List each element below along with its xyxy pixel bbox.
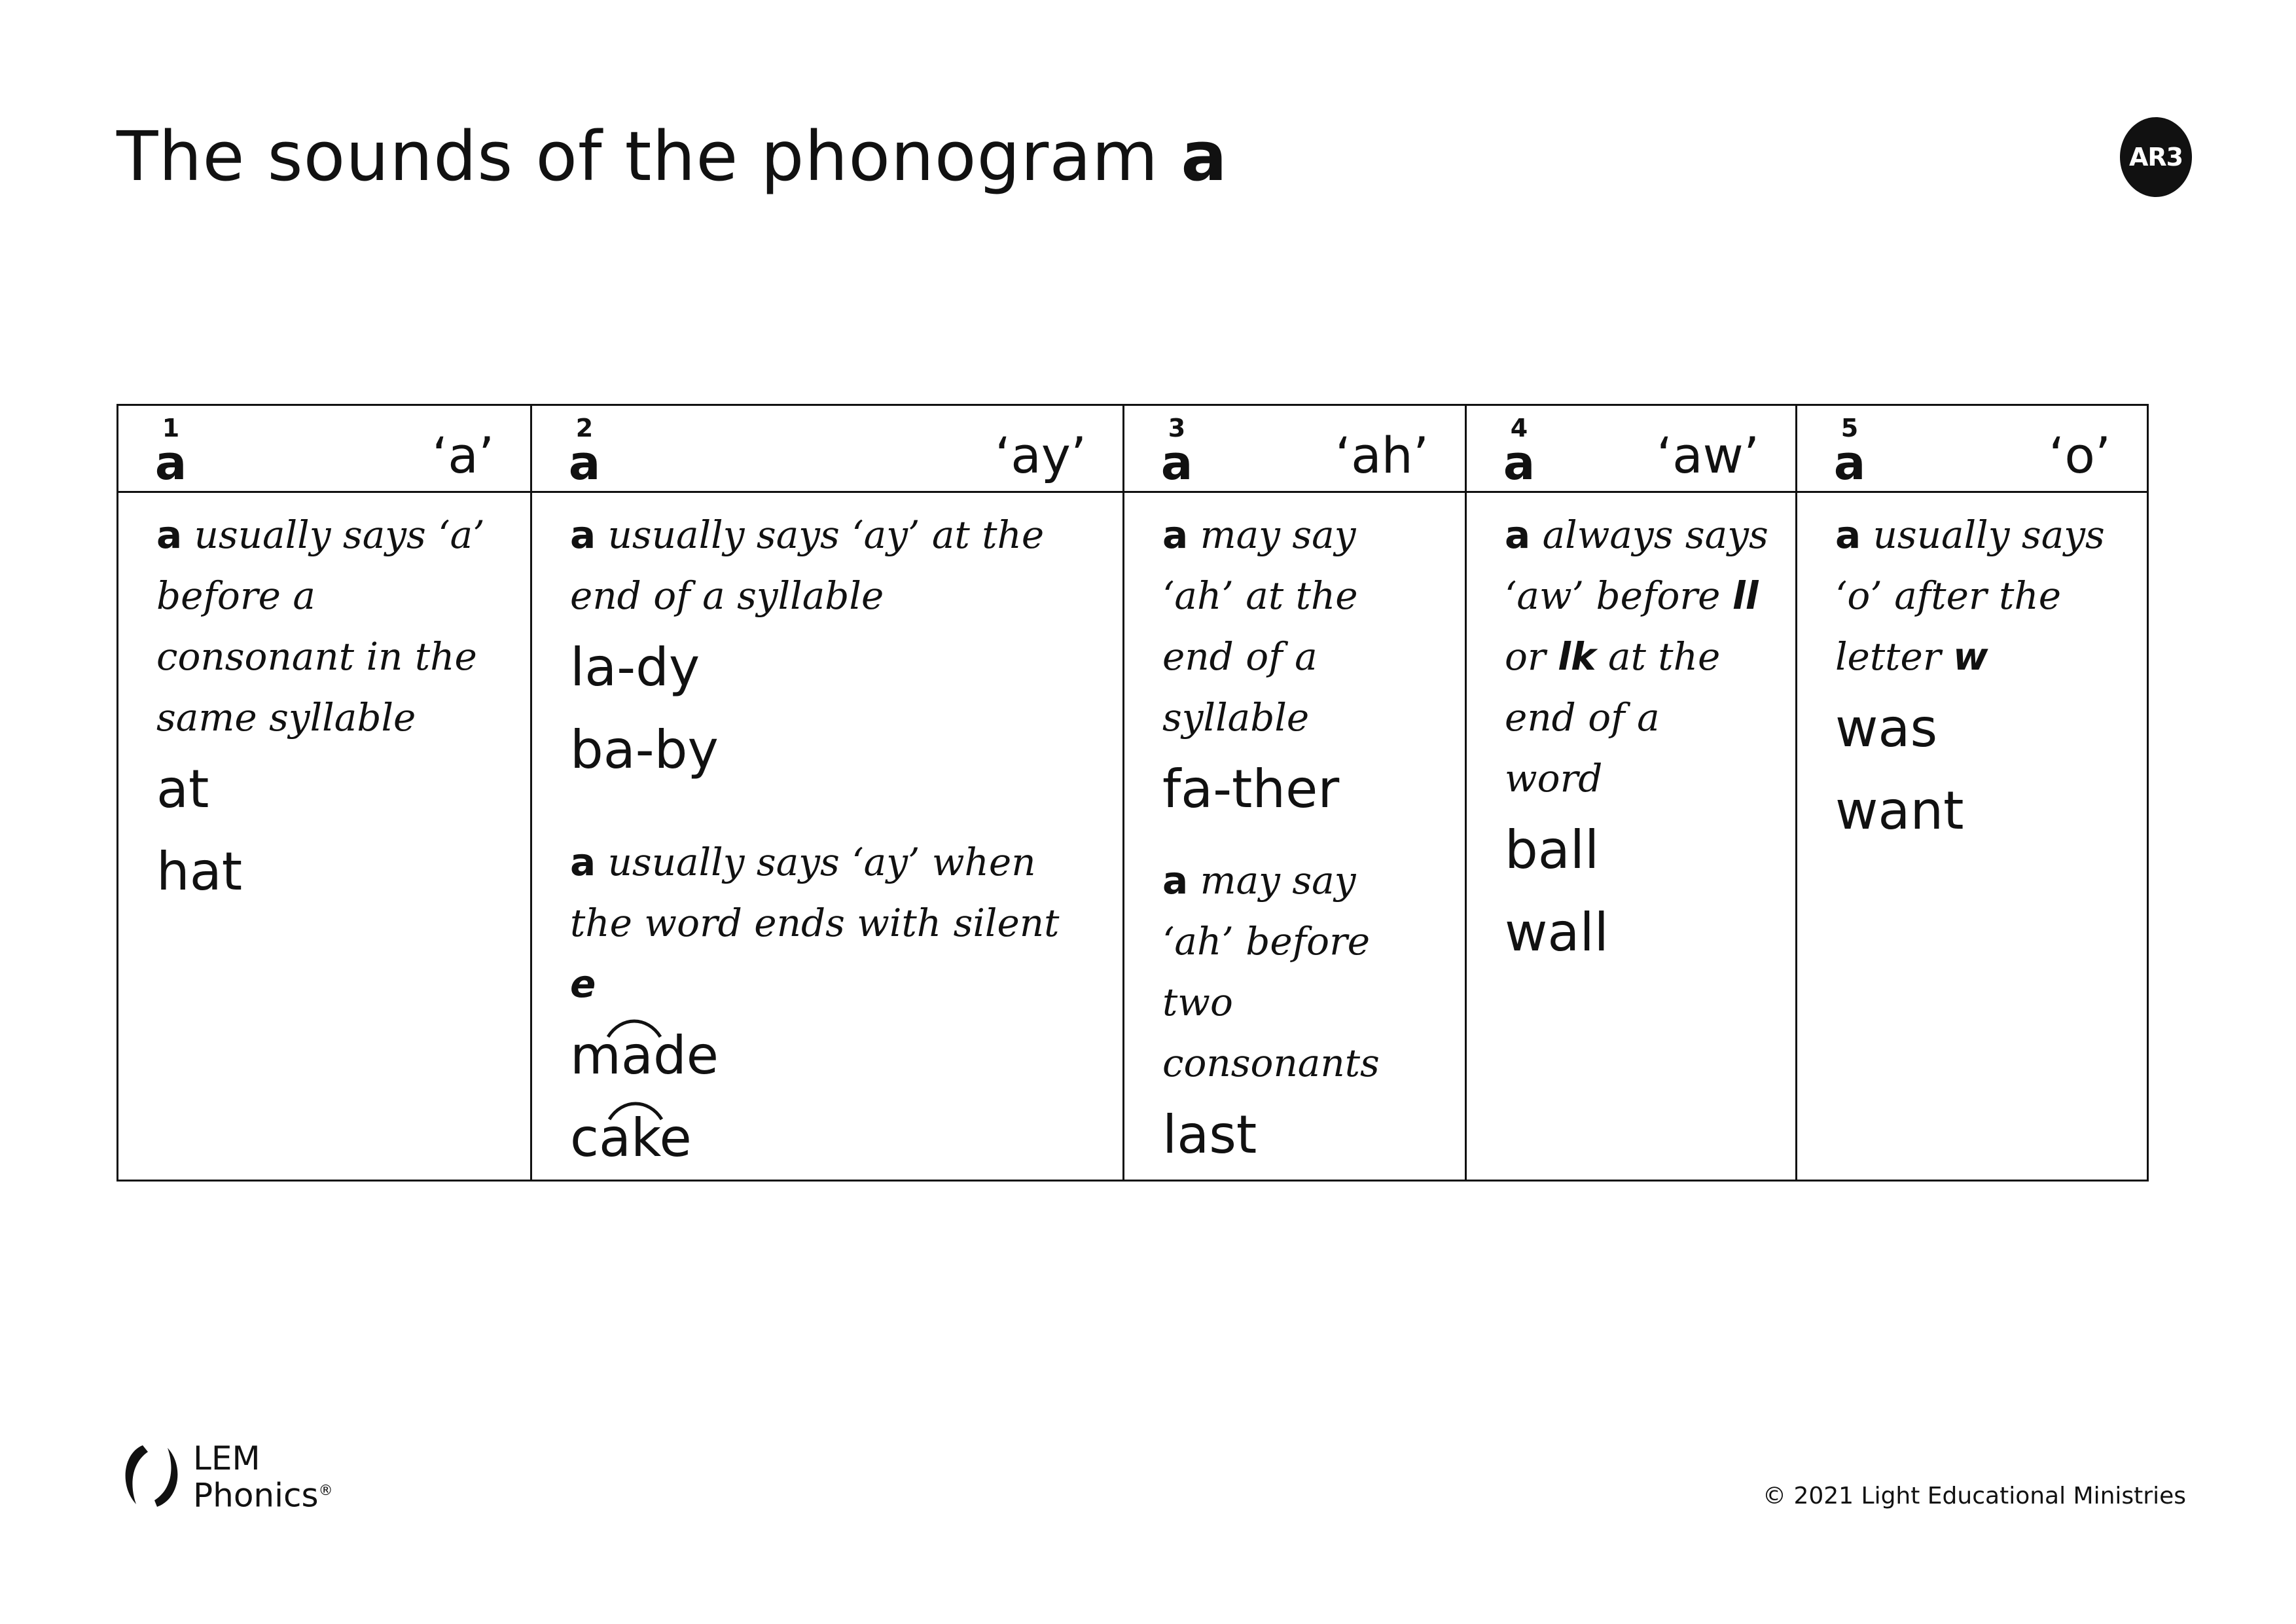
- copyright-notice: © 2021 Light Educational Ministries: [1763, 1483, 2186, 1509]
- rule-body: at the end of a word: [1505, 634, 1721, 801]
- rule-lead: a: [1162, 513, 1189, 557]
- example-word: at: [156, 759, 209, 820]
- rule-emphasis: ll: [1732, 573, 1759, 618]
- sounds-table: [117, 404, 2149, 1182]
- sound-number: 5: [1840, 414, 1859, 442]
- badge-label: AR3: [2128, 143, 2183, 171]
- example-word-text: cake: [570, 1108, 692, 1168]
- sound-label: ‘ah’: [1335, 426, 1429, 484]
- rule-body: always says ‘aw’ before: [1505, 513, 1768, 618]
- example-word: ball: [1505, 820, 1600, 880]
- rule-body: usually says ‘o’ after the letter: [1835, 513, 2105, 679]
- example-word-silent-e: [570, 1015, 1096, 1097]
- page-title-phonogram: a: [1181, 117, 1228, 196]
- registered-mark: ®: [318, 1483, 333, 1499]
- rule-body: usually says ‘ay’ at the end of a syllable: [570, 513, 1045, 618]
- example-word-silent-e: [570, 1097, 1096, 1180]
- silent-e-arc-word: [570, 1015, 719, 1097]
- lem-logo-mark-icon: [117, 1440, 188, 1512]
- page-title-text: The sounds of the phonogram: [117, 117, 1159, 196]
- example-word: fa-ther: [1162, 759, 1340, 820]
- rule-emphasis: e: [570, 962, 596, 1006]
- sound-label: ‘aw’: [1656, 426, 1759, 484]
- sound-header-3: [1124, 405, 1466, 492]
- sound-label: ‘o’: [2049, 426, 2111, 484]
- sound-header-1: [118, 405, 531, 492]
- sound-number: 1: [162, 414, 180, 442]
- rule-lead: a: [570, 513, 596, 557]
- rule-body: may say ‘ah’ at the end of a syllable: [1162, 513, 1358, 740]
- rule-lead: a: [1835, 513, 1861, 557]
- silent-e-arc-word: [570, 1097, 692, 1180]
- sound-header-5: [1797, 405, 2148, 492]
- example-word: was: [1835, 698, 1938, 759]
- phonogram-letter: a: [1160, 435, 1193, 490]
- rule-body: may say ‘ah’ before two consonants: [1162, 858, 1380, 1085]
- rule-body: or: [1505, 634, 1558, 679]
- example-word-text: made: [570, 1025, 719, 1086]
- phonogram-marker: [1160, 414, 1193, 490]
- example-word: la-dy: [570, 637, 700, 698]
- example-word: want: [1835, 780, 1964, 841]
- logo-line2-text: Phonics: [193, 1476, 319, 1515]
- sounds-header-row: [118, 405, 2148, 492]
- phonogram-letter: a: [1503, 435, 1535, 490]
- sound-header-2: [531, 405, 1124, 492]
- page-title: [117, 117, 1228, 196]
- phonogram-letter: a: [568, 435, 601, 490]
- rule-text: [1835, 505, 2121, 687]
- sound-body-1: [118, 492, 531, 1181]
- rule-text: [1162, 505, 1439, 748]
- sound-body-4: [1466, 492, 1797, 1181]
- silent-e-arc-icon: [570, 1096, 681, 1122]
- rule-lead: a: [156, 513, 183, 557]
- phonogram-marker: [568, 414, 601, 490]
- logo-line2: [193, 1474, 333, 1513]
- silent-e-arc-icon: [570, 1013, 681, 1039]
- rule-text: [156, 505, 504, 748]
- rule-text: [1162, 850, 1439, 1094]
- example-word: last: [1162, 1104, 1257, 1165]
- sound-label: ‘ay’: [995, 426, 1086, 484]
- sound-label: ‘a’: [432, 426, 494, 484]
- phonogram-marker: [1833, 414, 1866, 490]
- example-word: ba-by: [570, 719, 719, 780]
- phonogram-letter: a: [1833, 435, 1866, 490]
- worksheet-code-badge: [2117, 115, 2195, 200]
- phonogram-letter: a: [154, 435, 187, 490]
- rule-text: [570, 505, 1096, 626]
- sound-number: 2: [575, 414, 594, 442]
- sound-number: 3: [1168, 414, 1186, 442]
- rule-emphasis: lk: [1558, 634, 1596, 679]
- lem-phonics-logo: [117, 1439, 339, 1515]
- sound-body-2: [531, 492, 1124, 1181]
- example-word: wall: [1505, 902, 1609, 963]
- example-word: hat: [156, 841, 243, 902]
- rule-lead: a: [1505, 513, 1531, 557]
- sound-number: 4: [1510, 414, 1528, 442]
- sound-body-5: [1797, 492, 2148, 1181]
- rule-text: [1505, 505, 1769, 809]
- rule-text: [570, 832, 1096, 1015]
- rule-lead: a: [570, 840, 596, 884]
- rule-body: usually says ‘ay’ when the word ends with silent: [570, 840, 1060, 945]
- sound-body-3: [1124, 492, 1466, 1181]
- sounds-body-row: [118, 492, 2148, 1181]
- logo-line1: LEM: [193, 1439, 260, 1477]
- rule-body: usually says ‘a’ before a consonant in the same syllable: [156, 513, 485, 740]
- phonogram-marker: [1503, 414, 1535, 490]
- rule-emphasis: w: [1952, 634, 1988, 679]
- sound-header-4: [1466, 405, 1797, 492]
- phonogram-marker: [154, 414, 187, 490]
- rule-lead: a: [1162, 858, 1189, 903]
